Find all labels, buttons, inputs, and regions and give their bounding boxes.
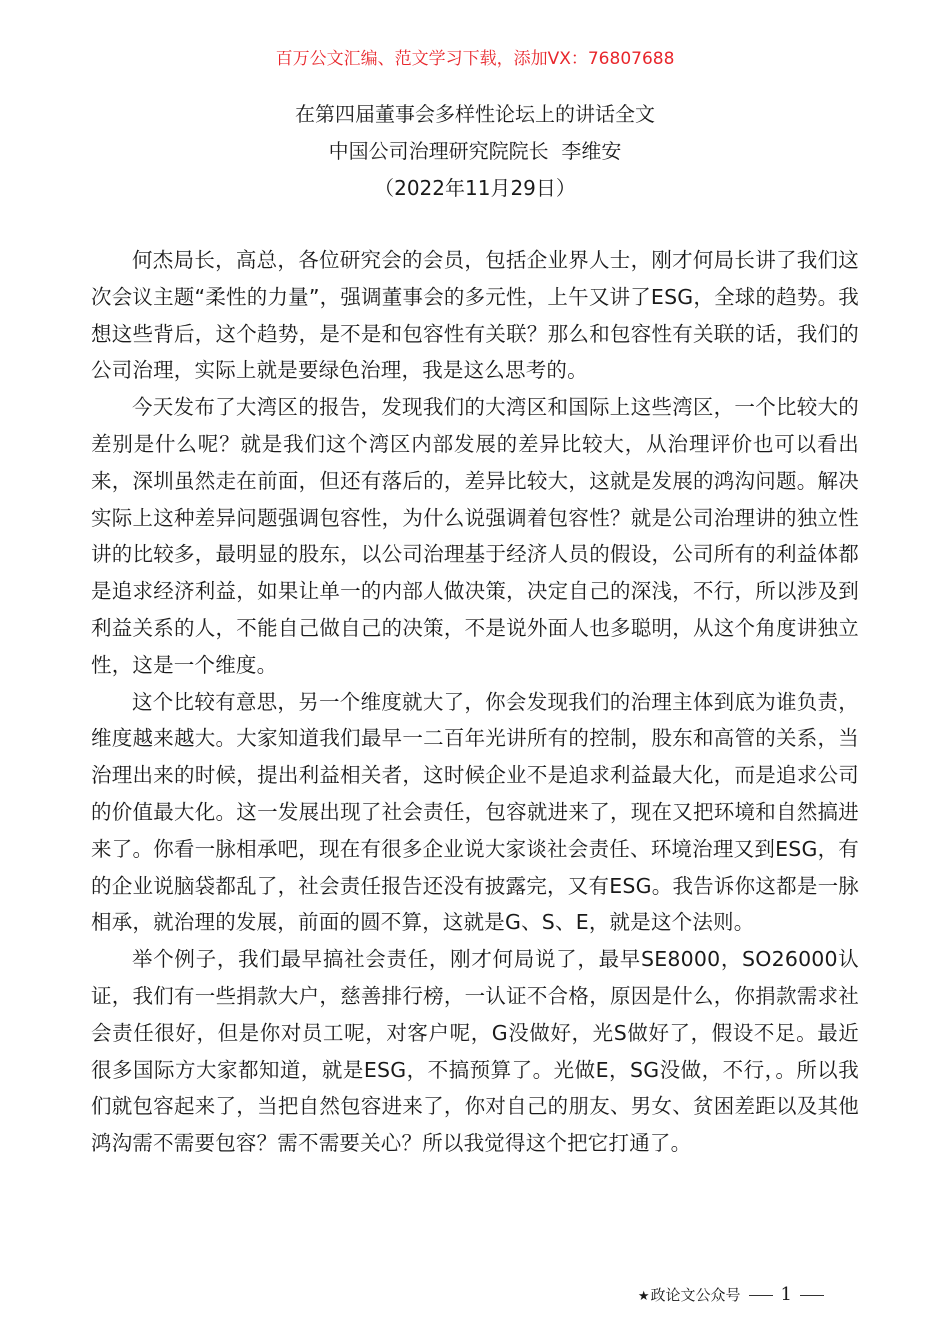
speaker-line: 中国公司治理研究院院长 李维安	[328, 139, 622, 163]
paragraph-4: 举个例子，我们最早搞社会责任，刚才何局说了，最早SE8000，SO26000认证，我们有一些捐款大户，慈善排行榜，一认证不合格，原因是什么，你捐款需求社会责任很好，但是你对员工呢，对客户呢，G没做好，光S做好了，假设不足。最近很多国际方大家都知道，就是ESG，不搞预算了。光做E，SG没做，不行，。所以我们就包容起来了，当把自然包容进来了，你对自己的朋友、男女、贫困差距以及其他鸿沟需不需要包容？需不需要关心？所以我觉得这个把它打通了。	[91, 947, 859, 1156]
page-footer	[638, 1281, 832, 1311]
title-block	[0, 96, 950, 207]
star-icon: ★	[637, 1289, 650, 1304]
page-number: 1	[780, 1284, 792, 1305]
paragraph-2: 今天发布了大湾区的报告，发现我们的大湾区和国际上这些湾区，一个比较大的差别是什么呢？就是我们这个湾区内部发展的差异比较大，从治理评价也可以看出来，深圳虽然走在前面，但还有落后的，差异比较大，这就是发展的鸿沟问题。解决实际上这种差异问题强调包容性，为什么说强调着包容性？就是公司治理讲的独立性讲的比较多，最明显的股东，以公司治理基于经济人员的假设，公司所有的利益体都是追求经济利益，如果让单一的内部人做决策，决定自己的深浅，不行，所以涉及到利益关系的人，不能自己做自己的决策，不是说外面人也多聪明，从这个角度讲独立性，这是一个维度。	[91, 395, 859, 677]
document-title: 在第四届董事会多样性论坛上的讲话全文	[295, 102, 655, 126]
paragraph-3: 这个比较有意思，另一个维度就大了，你会发现我们的治理主体到底为谁负责，维度越来越大。大家知道我们最早一二百年光讲所有的控制，股东和高管的关系，当治理出来的时候，提出利益相关者，这时候企业不是追求利益最大化，而是追求公司的价值最大化。这一发展出现了社会责任，包容就进来了，现在又把环境和自然搞进来了。你看一脉相承吧，现在有很多企业说大家谈社会责任、环境治理又到ESG，有的企业说脑袋都乱了，社会责任报告还没有披露完，又有ESG。我告诉你这都是一脉相承，就治理的发展，前面的圆不算，这就是G、S、E，就是这个法则。	[91, 689, 859, 935]
header-banner: 百万公文汇编、范文学习下载，添加VX：76807688	[275, 49, 675, 69]
paragraph-1: 何杰局长，高总，各位研究会的会员，包括企业界人士，刚才何局长讲了我们这次会议主题“柔性的力量”，强调董事会的多元性，上午又讲了ESG，全球的趋势。我想这些背后，这个趋势，是不是和包容性有关联？那么和包容性有关联的话，我们的公司治理，实际上就是要绿色治理，我是这么思考的。	[91, 248, 859, 383]
speech-date: （2022年11月29日）	[374, 176, 576, 200]
footer-dash-left	[749, 1295, 773, 1296]
body-text	[91, 242, 859, 1162]
footer-source: 政论文公众号	[650, 1286, 741, 1304]
footer-dash-right	[800, 1295, 824, 1296]
